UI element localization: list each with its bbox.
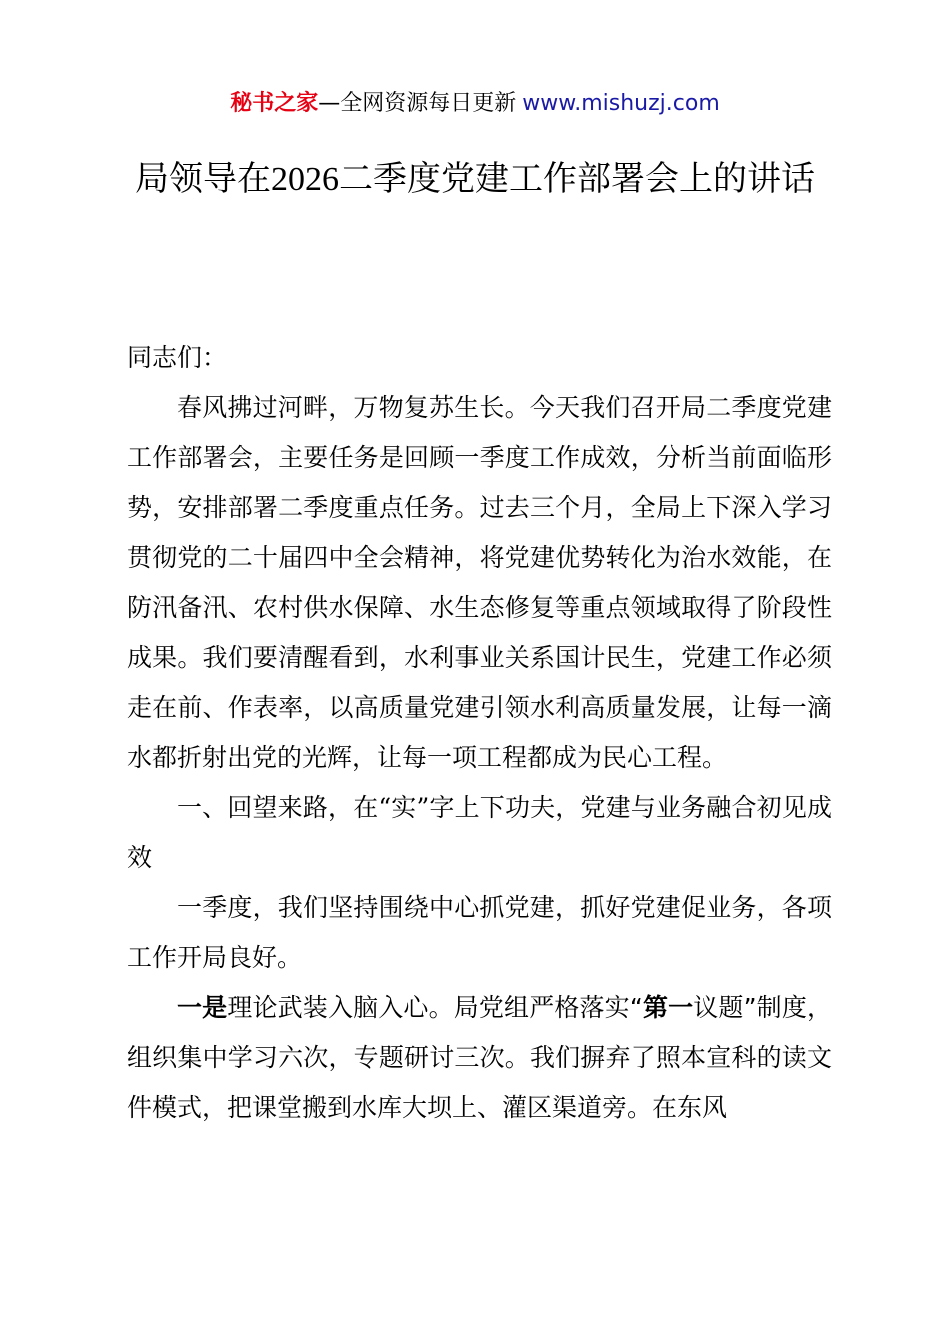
point-1-text-a: 理论武装入脑入心。局党组严格落实“ <box>227 993 643 1022</box>
site-header <box>0 86 950 122</box>
title-prefix: 局领导在 <box>135 159 271 199</box>
intro-paragraph: 春风拂过河畔，万物复苏生长。今天我们召开局二季度党建工作部署会，主要任务是回顾一季度工作成效，分析当前面临形势，安排部署二季度重点任务。过去三个月，全局上下深入学习贯彻党的二十届四中全会精神，将党建优势转化为治水效能，在防汛备汛、农村供水保障、水生态修复等重点领域取得了阶段性成果。我们要清醒看到，水利事业关系国计民生，党建工作必须走在前、作表率，以高质量党建引领水利高质量发展，让每一滴水都折射出党的光辉，让每一项工程都成为民心工程。 <box>127 393 832 772</box>
salutation: 同志们： <box>127 343 228 372</box>
point-1-paragraph <box>127 983 832 1133</box>
title-suffix: 二季度党建工作部署会上的讲话 <box>339 159 815 199</box>
document-body <box>127 333 832 1133</box>
header-tagline: —全网资源每日更新 <box>318 91 517 116</box>
document-title <box>120 156 830 203</box>
site-url-link[interactable]: www.mishuzj.com <box>522 91 720 116</box>
point-1-lead: 一是 <box>177 993 228 1022</box>
point-1-bold-mid: 第一 <box>642 993 694 1022</box>
title-year: 2026 <box>271 161 339 198</box>
section-1-intro: 一季度，我们坚持围绕中心抓党建，抓好党建促业务，各项工作开局良好。 <box>127 893 832 972</box>
brand-name: 秘书之家 <box>230 91 319 116</box>
section-1-heading: 一、回望来路，在“实”字上下功夫，党建与业务融合初见成效 <box>127 793 832 872</box>
point-1-text-b: 议题”制度，组织集中学习六次，专题研讨三次。我们摒弃了照本宣科的读文件模式，把课堂搬到水库大坝上、灌区渠道旁。在东风 <box>127 993 832 1122</box>
